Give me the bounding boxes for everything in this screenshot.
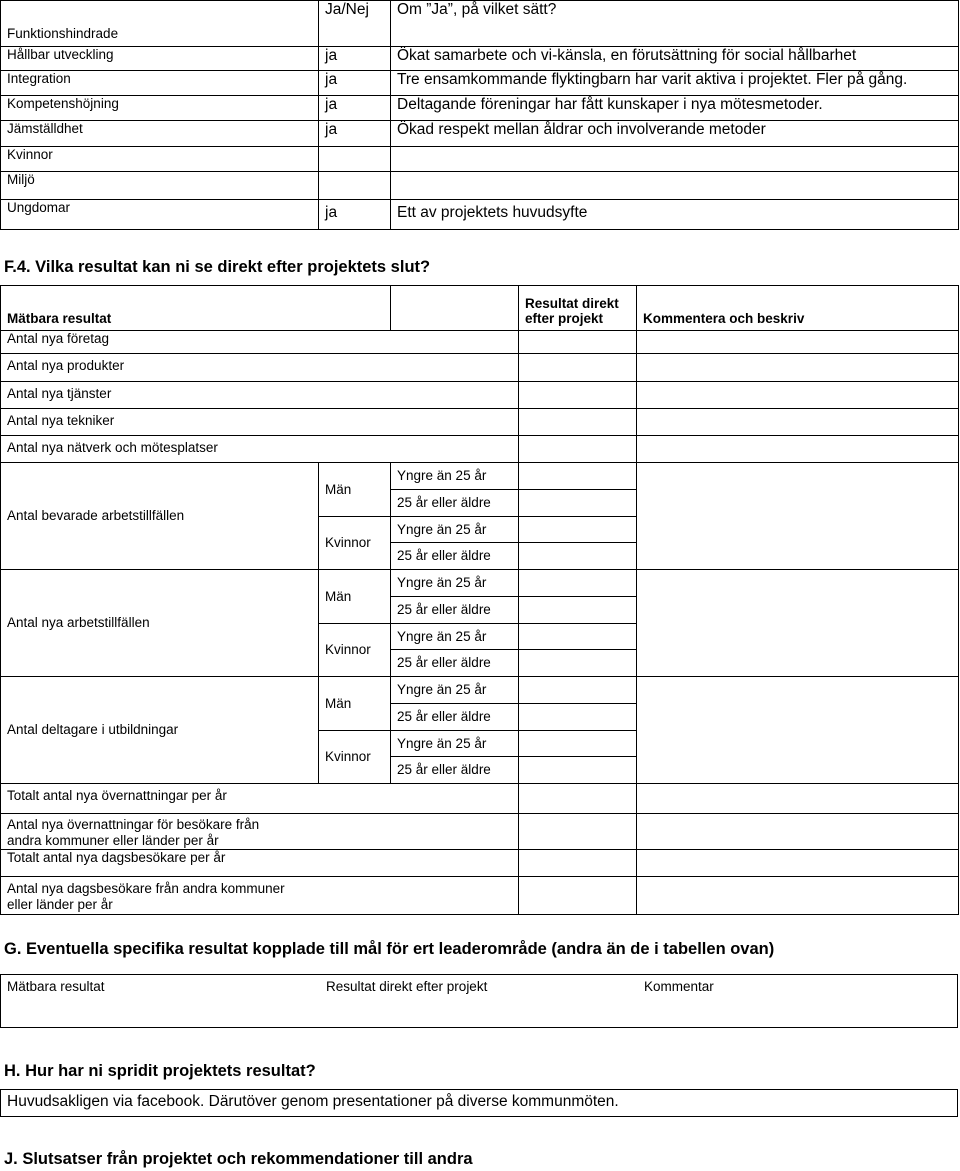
gender-women: Kvinnor [319, 731, 391, 784]
results-comment-cell [637, 354, 959, 382]
age-old: 25 år eller äldre [391, 490, 519, 517]
g-col-measurable: Mätbara resultat [7, 979, 105, 994]
header-measurable-results: Mätbara resultat [1, 286, 391, 331]
results-label: Antal nya företag [1, 331, 519, 354]
results-row [1, 784, 959, 814]
age-young: Yngre än 25 år [391, 624, 519, 650]
age-young: Yngre än 25 år [391, 570, 519, 597]
age-young: Yngre än 25 år [391, 677, 519, 704]
header-comment: Kommentera och beskriv [637, 286, 959, 331]
header-blank [391, 286, 519, 331]
results-label: Antal nya tekniker [1, 409, 519, 436]
group-label: Antal nya arbetstillfällen [1, 570, 319, 677]
results-row [1, 331, 959, 354]
age-old: 25 år eller äldre [391, 650, 519, 677]
impact-answer-cell: ja [319, 121, 391, 147]
results-value-cell [519, 650, 637, 677]
results-group-row [1, 463, 959, 490]
results-comment-cell [637, 463, 959, 570]
results-row [1, 814, 959, 850]
results-value-cell [519, 814, 637, 850]
impact-label-cell: Kvinnor [1, 147, 319, 172]
age-old: 25 år eller äldre [391, 543, 519, 570]
results-label: Antal nya produkter [1, 354, 519, 382]
results-value-cell [519, 463, 637, 490]
results-comment-cell [637, 436, 959, 463]
impact-header-row [1, 1, 959, 47]
results-label-line1: Totalt antal nya övernattningar per år [7, 788, 227, 803]
results-group-row [1, 677, 959, 704]
impact-answer-cell: ja [319, 71, 391, 96]
gender-men: Män [319, 570, 391, 624]
impact-label-cell: Ungdomar [1, 200, 319, 230]
impact-label-cell: Hållbar utveckling [1, 47, 319, 71]
header-result-line1: Resultat direkt [525, 295, 619, 311]
results-value-cell [519, 597, 637, 624]
results-value-cell [519, 436, 637, 463]
impact-comment-cell: Deltagande föreningar har fått kunskaper i nya mötesmetoder. [391, 96, 959, 121]
age-old: 25 år eller äldre [391, 704, 519, 731]
results-label-line2: andra kommuner eller länder per år [7, 832, 219, 848]
impact-row [1, 172, 959, 200]
results-value-cell [519, 331, 637, 354]
results-label [1, 784, 519, 814]
results-header-row [1, 286, 959, 331]
results-label [1, 850, 519, 877]
impact-answer-cell: ja [319, 47, 391, 71]
impact-row [1, 71, 959, 96]
impact-answer-cell [319, 172, 391, 200]
results-row [1, 436, 959, 463]
results-value-cell [519, 354, 637, 382]
group-label: Antal deltagare i utbildningar [1, 677, 319, 784]
results-group-row [1, 570, 959, 597]
impact-row [1, 96, 959, 121]
impact-answer-cell [319, 147, 391, 172]
results-value-cell [519, 409, 637, 436]
results-value-cell [519, 784, 637, 814]
section-j-title: J. Slutsatser från projektet och rekommendationer till andra [4, 1150, 473, 1168]
results-row [1, 850, 959, 877]
impact-label-cell: Funktionshindrade [1, 1, 319, 47]
results-value-cell [519, 382, 637, 409]
impact-label-cell: Miljö [1, 172, 319, 200]
g-col-result: Resultat direkt efter projekt [326, 979, 488, 994]
header-result-direct [519, 286, 637, 331]
results-comment-cell [637, 331, 959, 354]
impact-answer-cell: ja [319, 200, 391, 230]
results-comment-cell [637, 677, 959, 784]
gender-women: Kvinnor [319, 517, 391, 570]
impact-comment-cell [391, 147, 959, 172]
age-old: 25 år eller äldre [391, 597, 519, 624]
results-row [1, 354, 959, 382]
section-h-box [0, 1089, 958, 1117]
results-label: Antal nya nätverk och mötesplatser [1, 436, 519, 463]
results-label: Antal nya tjänster [1, 382, 519, 409]
results-label [1, 877, 519, 915]
results-value-cell [519, 677, 637, 704]
results-label-line1: Antal nya dagsbesökare från andra kommuner [7, 881, 285, 896]
results-value-cell [519, 517, 637, 543]
impact-answer-cell: ja [319, 96, 391, 121]
results-row [1, 409, 959, 436]
results-comment-cell [637, 570, 959, 677]
age-young: Yngre än 25 år [391, 463, 519, 490]
results-value-cell [519, 877, 637, 915]
g-col-comment: Kommentar [644, 979, 714, 994]
age-young: Yngre än 25 år [391, 517, 519, 543]
results-label-line1: Totalt antal nya dagsbesökare per år [7, 850, 226, 865]
results-comment-cell [637, 409, 959, 436]
section-f4-title: F.4. Vilka resultat kan ni se direkt efter projektets slut? [4, 258, 431, 276]
results-label-line1: Antal nya övernattningar för besökare från [7, 817, 260, 832]
results-value-cell [519, 704, 637, 731]
impact-comment-cell [391, 172, 959, 200]
results-value-cell [519, 731, 637, 757]
gender-men: Män [319, 677, 391, 731]
results-value-cell [519, 624, 637, 650]
impact-label-cell: Jämställdhet [1, 121, 319, 147]
results-value-cell [519, 543, 637, 570]
impact-label-cell: Kompetenshöjning [1, 96, 319, 121]
results-row [1, 877, 959, 915]
age-young: Yngre än 25 år [391, 731, 519, 757]
results-comment-cell [637, 784, 959, 814]
impact-table [0, 0, 959, 230]
impact-comment-cell: Tre ensamkommande flyktingbarn har varit aktiva i projektet. Fler på gång. [391, 71, 959, 96]
impact-row [1, 121, 959, 147]
impact-header-yesno: Ja/Nej [319, 1, 391, 47]
group-label: Antal bevarade arbetstillfällen [1, 463, 319, 570]
section-g-box [0, 974, 958, 1028]
results-comment-cell [637, 382, 959, 409]
impact-comment-cell: Ökat samarbete och vi-känsla, en förutsättning för social hållbarhet [391, 47, 959, 71]
impact-row [1, 200, 959, 230]
impact-comment-cell: Ökad respekt mellan åldrar och involverande metoder [391, 121, 959, 147]
results-value-cell [519, 570, 637, 597]
results-label [1, 814, 519, 850]
results-label-line2: eller länder per år [7, 896, 113, 912]
results-value-cell [519, 850, 637, 877]
gender-women: Kvinnor [319, 624, 391, 677]
results-value-cell [519, 757, 637, 784]
results-row [1, 382, 959, 409]
impact-comment-cell: Ett av projektets huvudsyfte [391, 200, 959, 230]
results-comment-cell [637, 850, 959, 877]
impact-row [1, 147, 959, 172]
h-answer: Huvudsakligen via facebook. Därutöver genom presentationer på diverse kommunmöten. [7, 1093, 619, 1110]
impact-row [1, 47, 959, 71]
section-g-title: G. Eventuella specifika resultat kopplade till mål för ert leaderområde (andra än de i tabellen ovan) [4, 940, 775, 958]
header-result-line2: efter projekt [525, 311, 604, 327]
results-table [0, 285, 959, 915]
section-h-title: H. Hur har ni spridit projektets resultat? [4, 1062, 316, 1080]
impact-header-how: Om ”Ja”, på vilket sätt? [391, 1, 959, 47]
results-value-cell [519, 490, 637, 517]
results-comment-cell [637, 814, 959, 850]
age-old: 25 år eller äldre [391, 757, 519, 784]
gender-men: Män [319, 463, 391, 517]
results-comment-cell [637, 877, 959, 915]
impact-label-cell: Integration [1, 71, 319, 96]
